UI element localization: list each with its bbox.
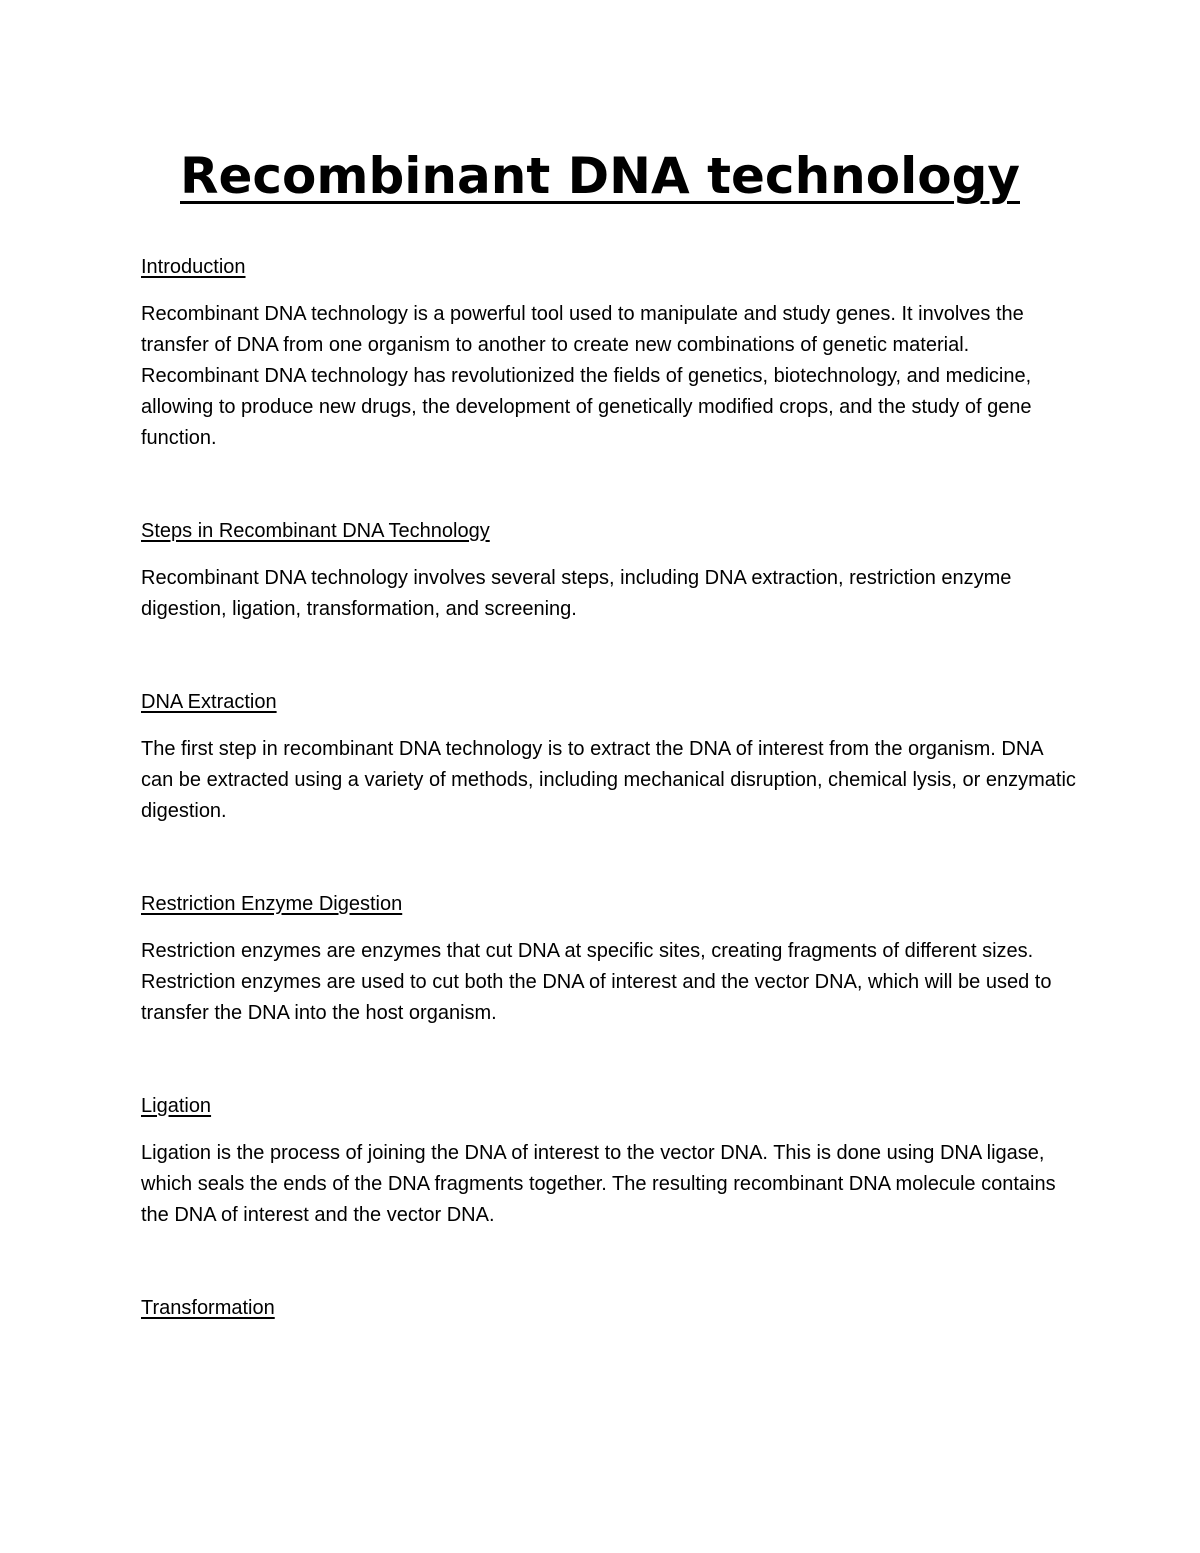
document-body [141,252,1076,1324]
section-heading: Restriction Enzyme Digestion [141,893,403,915]
section-heading: DNA Extraction [141,691,277,713]
section-introduction [141,252,1076,454]
section-heading: Introduction [141,256,246,278]
section-heading: Ligation [141,1095,212,1117]
section-paragraph: Ligation is the process of joining the DNA of interest to the vector DNA. This is done using DNA ligase, which seals the ends of the DNA fragments together. The resulting recombinant DNA molecule contains the DNA of interest and the vector DNA. [141,1142,1056,1226]
section-paragraph: The first step in recombinant DNA technology is to extract the DNA of interest from the organism. DNA can be extracted using a variety of methods, including mechanical disruption, chemical lysis, or enzymatic digestion. [141,738,1076,822]
section-heading: Transformation [141,1297,275,1319]
page-title: Recombinant DNA technology [180,147,1020,205]
section-paragraph: Recombinant DNA technology involves several steps, including DNA extraction, restriction enzyme digestion, ligation, transformation, and screening. [141,567,1012,620]
section-dna-extraction [141,687,1076,827]
section-heading: Steps in Recombinant DNA Technology [141,520,490,542]
section-ligation [141,1091,1076,1231]
section-steps [141,516,1076,625]
section-paragraph: Restriction enzymes are enzymes that cut DNA at specific sites, creating fragments of different sizes. Restriction enzymes are used to cut both the DNA of interest and the vector DNA, which will be used to transfer the DNA into the host organism. [141,940,1052,1024]
section-restriction-enzyme-digestion [141,889,1076,1029]
section-transformation [141,1293,1076,1324]
section-paragraph: Recombinant DNA technology is a powerful tool used to manipulate and study genes. It involves the transfer of DNA from one organism to another to create new combinations of genetic material. Recombinant DNA technology has revolutionized the fields of genetics, biotechnology, and medicine, allowing to produce new drugs, the development of genetically modified crops, and the study of gene function. [141,303,1032,449]
